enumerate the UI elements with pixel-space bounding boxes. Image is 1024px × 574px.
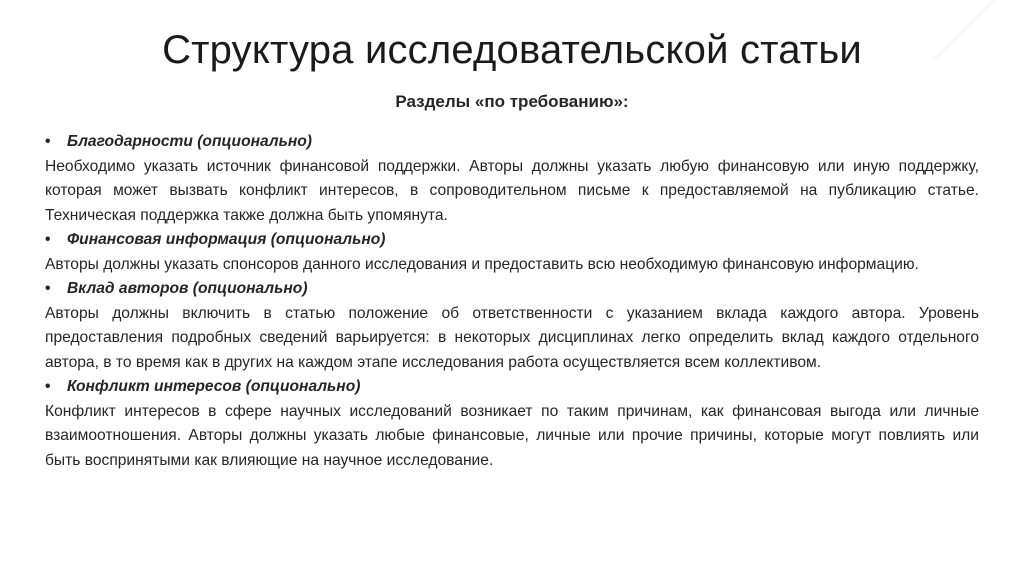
slide-subtitle: Разделы «по требованию»:: [395, 92, 629, 111]
section-text: Авторы должны включить в статью положение об ответственности с указанием вклада каждого автора. Уровень предоставления подробных сведений варьируется: в некоторых дисциплинах легко определить вклад каждого отдельного автора, в то время как в других на каждом этапе исследования работа осуществляется всем коллективом.: [45, 304, 979, 371]
bullet-icon: •: [45, 133, 51, 150]
section-text: Авторы должны указать спонсоров данного исследования и предоставить всю необходимую финансовую информацию.: [45, 255, 919, 273]
section-heading: [45, 277, 979, 302]
section-heading: [45, 228, 979, 253]
section-acknowledgements: [45, 130, 979, 228]
section-financial-info: [45, 228, 979, 277]
section-heading-text: Финансовая информация (опционально): [67, 231, 386, 248]
section-conflict-of-interest: [45, 375, 979, 473]
section-heading: [45, 130, 979, 155]
section-text: Необходимо указать источник финансовой поддержки. Авторы должны указать любую финансовую или иную поддержку, которая может вызвать конфликт интересов, в сопроводительном письме к предоставляемой на публикацию статье. Техническая поддержка также должна быть упомянута.: [45, 157, 979, 224]
section-author-contribution: [45, 277, 979, 375]
section-heading-text: Конфликт интересов (опционально): [67, 378, 361, 395]
section-heading-text: Вклад авторов (опционально): [67, 280, 308, 297]
section-text: Конфликт интересов в сфере научных исследований возникает по таким причинам, как финансовая выгода или личные взаимоотношения. Авторы должны указать любые финансовые, личные или прочие причины, которые могут повлиять или быть воспринятыми как влияющие на научное исследование.: [45, 402, 979, 469]
section-heading-text: Благодарности (опционально): [67, 133, 312, 150]
bullet-icon: •: [45, 378, 51, 395]
bullet-icon: •: [45, 231, 51, 248]
slide-content: [45, 130, 979, 473]
bullet-icon: •: [45, 280, 51, 297]
section-heading: [45, 375, 979, 400]
slide-title: Структура исследовательской статьи: [162, 28, 862, 72]
